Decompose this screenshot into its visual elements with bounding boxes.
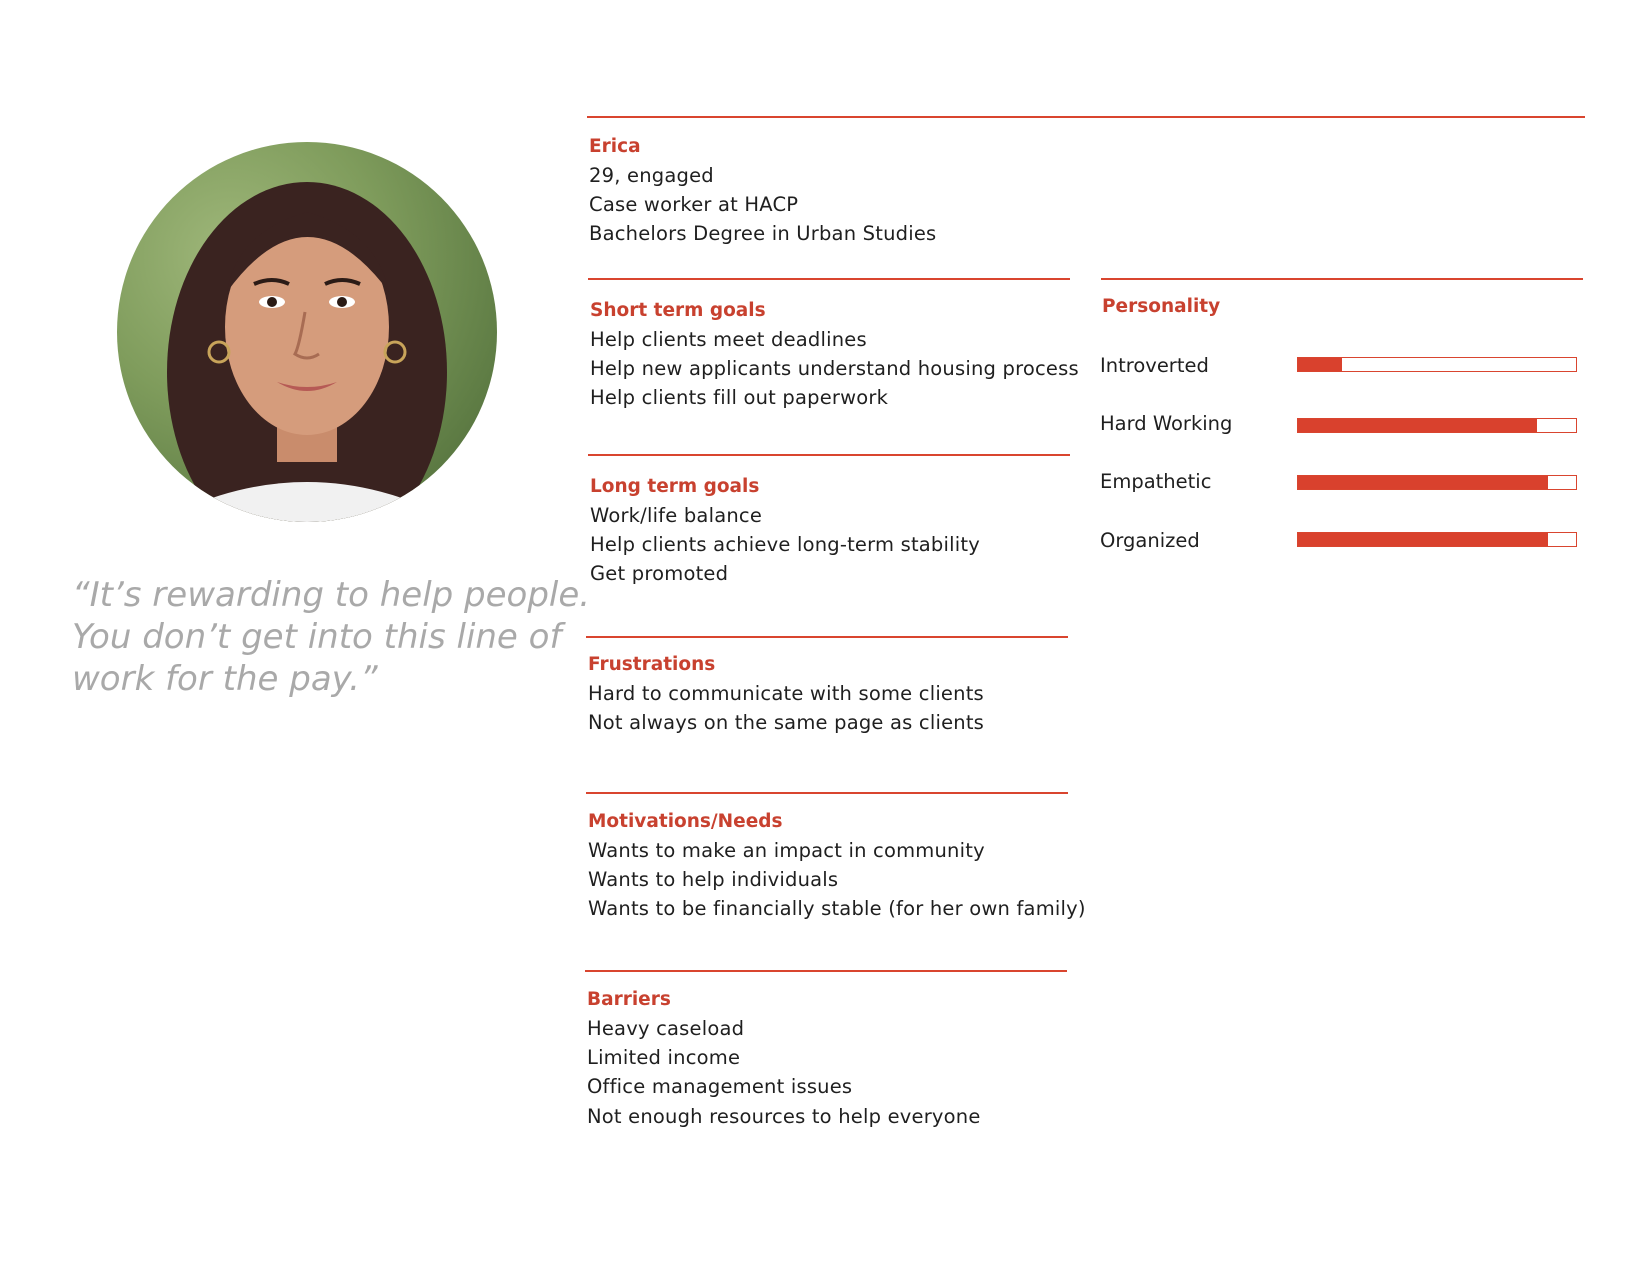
trait-bar-fill	[1298, 533, 1548, 546]
section-heading: Barriers	[587, 989, 671, 1010]
trait-bar-fill	[1298, 419, 1537, 432]
personality-divider	[1101, 278, 1583, 280]
trait-bar-fill	[1298, 476, 1548, 489]
list-item: Help clients fill out paperwork	[590, 386, 889, 410]
short-term-goals-divider	[588, 278, 1070, 280]
trait-bar	[1297, 418, 1577, 433]
list-item: Wants to make an impact in community	[588, 839, 985, 862]
list-item: Help clients meet deadlines	[590, 328, 867, 351]
list-item: Help new applicants understand housing process	[590, 357, 1079, 381]
list-item: Office management issues	[587, 1075, 853, 1099]
personality-heading: Personality	[1102, 296, 1221, 317]
trait-bar-fill	[1298, 358, 1342, 371]
portrait-illustration	[117, 142, 497, 522]
trait-label: Organized	[1100, 529, 1200, 552]
list-item: Not enough resources to help everyone	[587, 1104, 981, 1128]
persona-detail: 29, engaged	[589, 164, 714, 187]
long-term-goals-section	[590, 472, 980, 589]
trait-bar	[1297, 532, 1577, 547]
list-item: Work/life balance	[590, 504, 763, 527]
motivations-section	[588, 807, 1086, 924]
section-heading: Long term goals	[590, 476, 760, 497]
frustrations-divider	[586, 636, 1068, 638]
persona-photo	[117, 142, 497, 522]
persona-header	[589, 132, 936, 249]
persona-name: Erica	[589, 136, 641, 157]
motivations-divider	[586, 792, 1068, 794]
trait-label: Hard Working	[1100, 412, 1233, 435]
section-heading: Short term goals	[590, 300, 766, 321]
barriers-divider	[585, 970, 1067, 972]
trait-bar	[1297, 475, 1577, 490]
frustrations-section	[588, 650, 984, 737]
section-heading: Motivations/Needs	[588, 811, 783, 832]
list-item: Get promoted	[590, 562, 729, 586]
trait-bar	[1297, 357, 1577, 372]
short-term-goals-section	[590, 296, 1079, 413]
list-item: Limited income	[587, 1046, 741, 1070]
list-item: Hard to communicate with some clients	[588, 682, 984, 705]
list-item: Wants to be financially stable (for her own family)	[588, 897, 1086, 921]
persona-detail: Case worker at HACP	[589, 193, 799, 217]
barriers-section	[587, 985, 981, 1131]
section-heading: Frustrations	[588, 654, 716, 675]
trait-label: Introverted	[1100, 354, 1209, 377]
persona-quote: “It’s rewarding to help people. You don’t get into this line of work for the pay.”	[72, 575, 591, 699]
top-divider	[587, 116, 1585, 118]
list-item: Help clients achieve long-term stability	[590, 533, 980, 557]
trait-label: Empathetic	[1100, 470, 1212, 493]
list-item: Not always on the same page as clients	[588, 711, 985, 735]
list-item: Heavy caseload	[587, 1017, 745, 1040]
persona-detail: Bachelors Degree in Urban Studies	[589, 222, 937, 246]
list-item: Wants to help individuals	[588, 868, 839, 892]
long-term-goals-divider	[588, 454, 1070, 456]
